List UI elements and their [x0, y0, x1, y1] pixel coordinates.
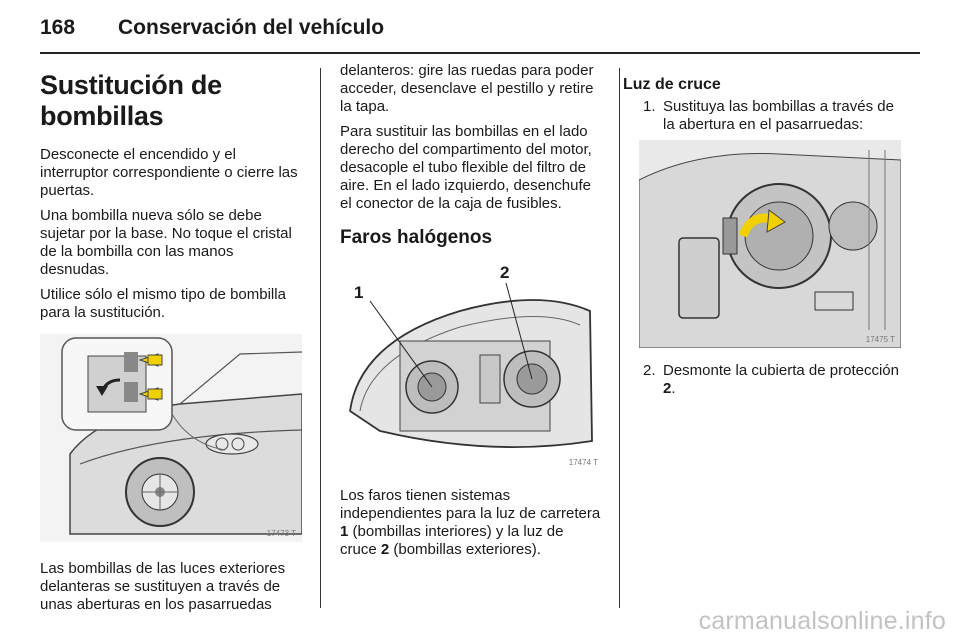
text-part: Los faros tienen sistemas independientes para la luz de carretera — [340, 487, 601, 522]
section-title: Conservación del vehículo — [118, 16, 385, 39]
car-front-illustration — [40, 334, 302, 542]
text-part: (bombillas interiores) y la luz de cruce — [340, 523, 564, 558]
figure-code: 17474 T — [568, 458, 598, 467]
step-1 — [623, 98, 905, 134]
wheel-arch-illustration — [639, 140, 901, 348]
paragraph-headlamp-systems — [340, 487, 604, 559]
label-ref-1: 1 — [340, 523, 349, 540]
paragraph-ignition: Desconecte el encendido y el interruptor correspondiente o cierre las puertas. — [40, 146, 298, 199]
paragraph-right-side: Para sustituir las bombillas en el lado derecho del compartimento del motor, desacople el tubo flexible del filtro de aire. En el lado izquierdo, desenchufe el conector de la caja de fusibles. — [340, 123, 592, 212]
watermark: carmanualsonline.info — [698, 607, 946, 635]
paragraph-exterior-lights: Las bombillas de las luces exteriores delanteras se sustituyen a través de unas aberturas en los pasarruedas — [40, 560, 286, 613]
page-number: 168 — [40, 16, 76, 39]
headlamp-drawing — [340, 261, 604, 471]
column-3 — [623, 62, 905, 404]
step-text: Desmonte la cubierta de protección — [663, 362, 899, 379]
label-ref-2: 2 — [380, 541, 390, 558]
figure-code: 17475 T — [865, 335, 895, 344]
column-1 — [40, 62, 302, 621]
headlamp-illustration — [340, 261, 604, 471]
wheel-arch-drawing — [639, 140, 901, 348]
figure-label-1: 1 — [354, 283, 364, 302]
step-number: 2. — [643, 362, 656, 379]
figure-label-2: 2 — [500, 263, 510, 282]
paragraph-same-type: Utilice sólo el mismo tipo de bombilla para la sustitución. — [40, 286, 286, 321]
paragraph-front-wheels: delanteros: gire las ruedas para poder acceder, desenclave el pestillo y retire la tapa. — [340, 62, 594, 115]
paragraph-bulb-handling: Una bombilla nueva sólo se debe sujetar por la base. No toque el cristal de la bombilla con las manos desnudas. — [40, 207, 292, 278]
column-2 — [340, 62, 604, 566]
step-text-end: . — [671, 380, 676, 397]
column-divider-2 — [619, 68, 620, 608]
column-divider-1 — [320, 68, 321, 608]
step-2 — [623, 362, 905, 398]
label-ref-2: 2 — [663, 380, 672, 397]
figure-code: 17473 T — [266, 529, 296, 538]
main-heading: Sustitución de bombillas — [40, 70, 222, 131]
text-part: (bombillas exteriores). — [389, 541, 541, 558]
step-text: Sustituya las bombillas a través de la abertura en el pasarruedas: — [663, 98, 894, 133]
car-front-drawing — [40, 334, 302, 542]
halogen-heading: Faros halógenos — [340, 227, 493, 248]
page-header — [40, 16, 920, 54]
dipped-beam-heading: Luz de cruce — [623, 76, 721, 93]
step-number: 1. — [643, 98, 656, 115]
